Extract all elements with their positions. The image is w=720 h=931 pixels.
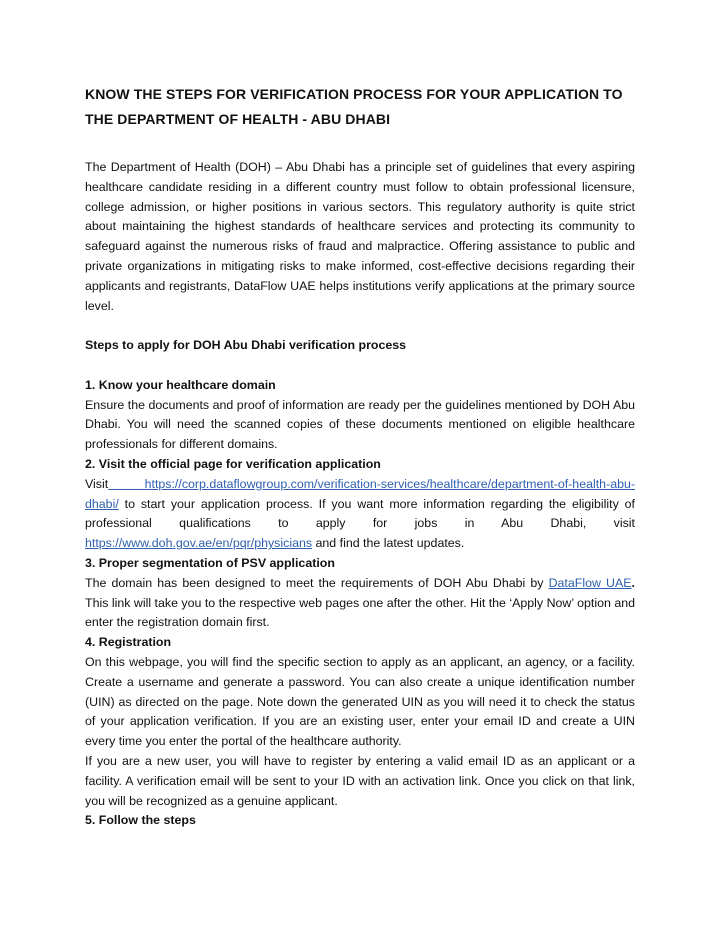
step2-mid-text: to start your application process. If you want more information regarding the eligibility of professional qualifications to apply for jobs in Abu Dhabi, visit: [85, 496, 635, 531]
step3-period: .: [631, 575, 635, 590]
step4-para1: On this webpage, you will find the specific section to apply as an applicant, an agency, or a facility. Create a username and generate a password. You can also create a unique identification number (UIN) as directed on the page. Note down the generated UIN as you will need it to check the status of your application verification. If you are an existing user, enter your email ID and create a UIN every time you enter the portal of the healthcare authority.: [85, 654, 635, 749]
step3-text: [85, 574, 635, 633]
step3-heading: 3. Proper segmentation of PSV application: [85, 555, 335, 570]
step5-heading: 5. Follow the steps: [85, 813, 196, 828]
step3-text-before: The domain has been designed to meet the requirements of DOH Abu Dhabi by: [85, 575, 549, 590]
step1-heading: 1. Know your healthcare domain: [85, 377, 276, 392]
dataflow-dha-link[interactable]: https://corp.dataflowgroup.com/verification-services/healthcare/department-of-health-abu-dhabi/: [85, 476, 635, 511]
dataflow-uae-link[interactable]: DataFlow UAE: [548, 575, 632, 590]
document-page: [85, 82, 635, 831]
steps-heading: Steps to apply for DOH Abu Dhabi verification process: [85, 338, 407, 353]
visit-label: Visit: [85, 476, 109, 491]
doh-pqr-link[interactable]: https://www.doh.gov.ae/en/pqr/physicians: [85, 536, 313, 551]
step4-para2: If you are a new user, you will have to register by entering a valid email ID as an applicant or a facility. A verification email will be sent to your ID with an activation link. Once you click on that link, you will be recognized as a genuine applicant.: [85, 753, 635, 808]
document-title: KNOW THE STEPS FOR VERIFICATION PROCESS FOR YOUR APPLICATION TO THE DEPARTMENT OF HEALTH - ABU DHABI: [85, 86, 623, 127]
step1-text: Ensure the documents and proof of information are ready per the guidelines mentioned by DOH Abu Dhabi. You will need the scanned copies of these documents mentioned on eligible healthcare professionals for different domains.: [85, 397, 635, 452]
step3-text-after: This link will take you to the respective web pages one after the other. Hit the ‘Apply Now’ option and enter the registration domain first.: [85, 595, 635, 630]
step2-text: [85, 475, 635, 554]
step2-heading: 2. Visit the official page for verification application: [85, 456, 381, 471]
intro-paragraph: The Department of Health (DOH) – Abu Dhabi has a principle set of guidelines that every aspiring healthcare candidate residing in a different country must follow to obtain professional licensure, college admission, or higher positions in various sectors. This regulatory authority is quite strict about maintaining the highest standards of healthcare services and protecting its community to safeguard against the numerous risks of fraud and malpractice. Offering assistance to public and private organizations in mitigating risks to make informed, cost-effective decisions regarding their applicants and registrants, DataFlow UAE helps institutions verify applications at the primary source level.: [85, 160, 635, 313]
step4-heading: 4. Registration: [85, 635, 172, 650]
step2-end-text: and find the latest updates.: [312, 536, 465, 551]
